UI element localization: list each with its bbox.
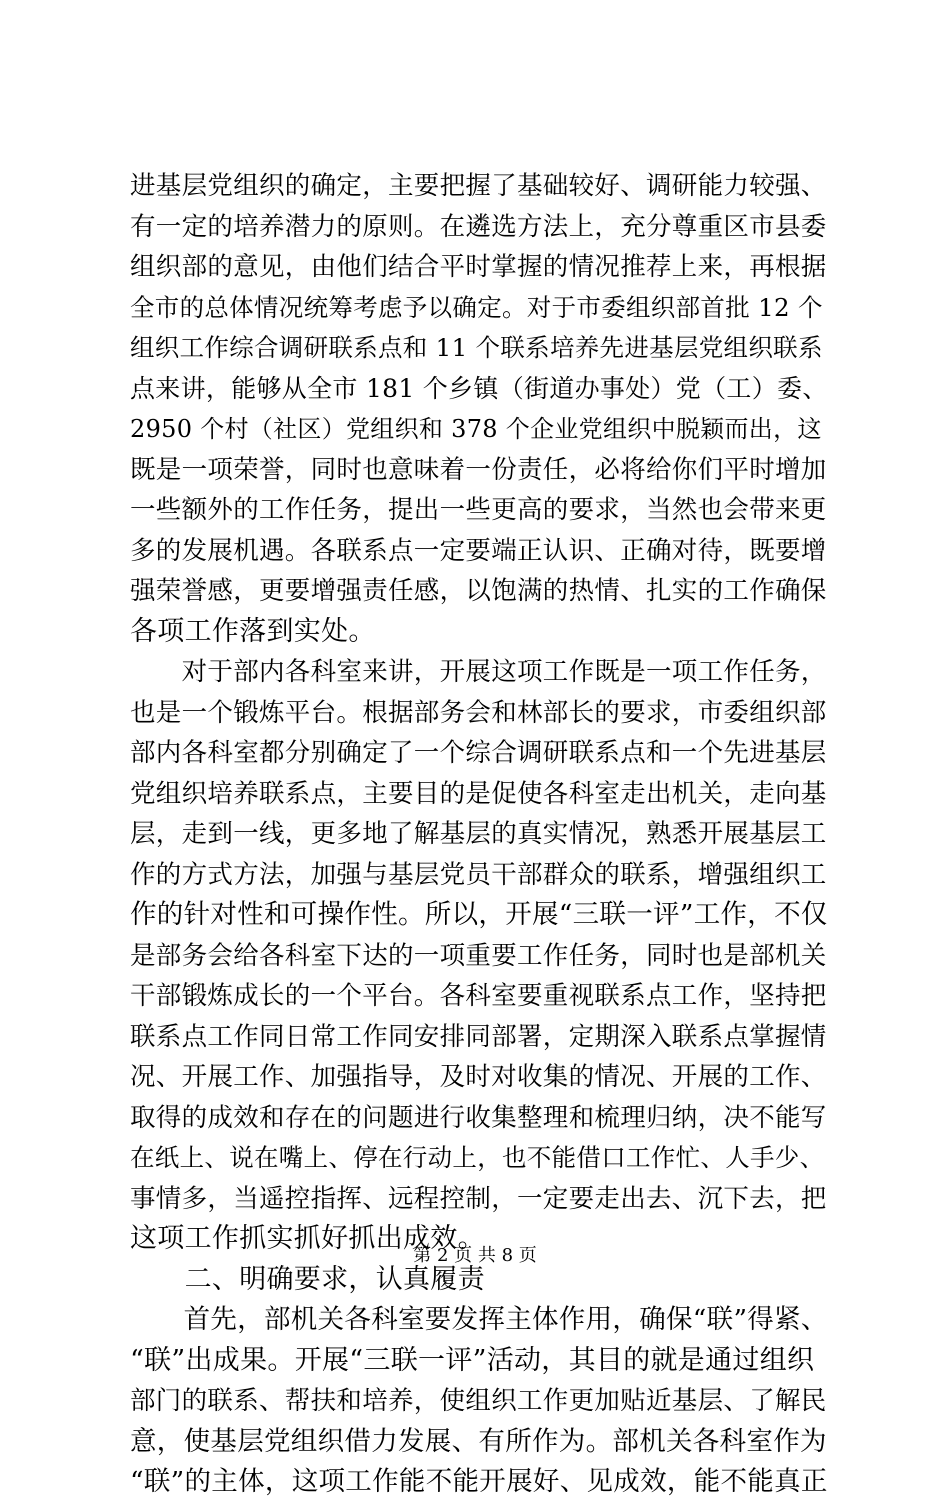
text-line: 作的针对性和可操作性。所以，开展“三联一评”工作，不仅 <box>130 899 828 930</box>
text-line: 党组织培养联系点，主要目的是促使各科室走出机关，走向基 <box>130 778 827 809</box>
text-line: 2950 个村（社区）党组织和 378 个企业党组织中脱颖而出，这 <box>130 415 822 443</box>
text-line: 部门的联系、帮扶和培养，使组织工作更加贴近基层、了解民 <box>130 1386 827 1416</box>
text-line: 组织工作综合调研联系点和 11 个联系培养先进基层党组织联系 <box>130 333 823 362</box>
text-line: 既是一项荣誉，同时也意味着一份责任，必将给你们平时增加 <box>130 454 827 485</box>
text-line: 对于部内各科室来讲，开展这项工作既是一项工作任务， <box>130 657 827 687</box>
text-line: 点来讲，能够从全市 181 个乡镇（街道办事处）党（工）委、 <box>130 373 828 403</box>
text-line: 联系点工作同日常工作同安排同部署，定期深入联系点掌握情 <box>130 1021 827 1052</box>
text-line: 这项工作抓实抓好抓出成效。 <box>130 1223 485 1254</box>
text-line: 强荣誉感，更要增强责任感，以饱满的热情、扎实的工作确保 <box>130 576 827 606</box>
text-line: 取得的成效和存在的问题进行收集整理和梳理归纳，决不能写 <box>130 1102 827 1133</box>
text-line: 在纸上、说在嘴上、停在行动上，也不能借口工作忙、人手少、 <box>130 1143 825 1172</box>
text-line: 作的方式方法，加强与基层党员干部群众的联系，增强组织工 <box>130 859 827 890</box>
text-line: 是部务会给各科室下达的一项重要工作任务，同时也是部机关 <box>130 940 827 971</box>
text-line: 部内各科室都分别确定了一个综合调研联系点和一个先进基层 <box>130 738 827 768</box>
text-line: 多的发展机遇。各联系点一定要端正认识、正确对待，既要增 <box>130 535 827 566</box>
text-line: 各项工作落到实处。 <box>130 615 376 647</box>
text-line: 一些额外的工作任务，提出一些更高的要求，当然也会带来更 <box>130 495 827 525</box>
text-line: 事情多，当遥控指挥、远程控制，一定要走出去、沉下去，把 <box>130 1183 827 1214</box>
body-text <box>130 166 830 1503</box>
text-line: 干部锻炼成长的一个平台。各科室要重视联系点工作，坚持把 <box>130 981 827 1011</box>
text-line: “联”出成果。开展“三联一评”活动，其目的就是通过组织 <box>130 1344 815 1376</box>
text-line: 也是一个锻炼平台。根据部务会和林部长的要求，市委组织部 <box>130 697 827 728</box>
text-line: 意，使基层党组织借力发展、有所作为。部机关各科室作为 <box>130 1425 827 1457</box>
text-line: 全市的总体情况统筹考虑予以确定。对于市委组织部首批 12 个 <box>130 292 823 322</box>
text-line: “联”的主体，这项工作能不能开展好、见成效，能不能真正 <box>130 1466 828 1497</box>
text-line: 组织部的意见，由他们结合平时掌握的情况推荐上来，再根据 <box>130 252 827 282</box>
text-line: 层，走到一线，更多地了解基层的真实情况，熟悉开展基层工 <box>130 819 827 849</box>
text-line: 有一定的培养潜力的原则。在遴选方法上，充分尊重区市县委 <box>130 211 827 242</box>
text-line: 二、明确要求，认真履责 <box>130 1263 485 1295</box>
text-line: 进基层党组织的确定，主要把握了基础较好、调研能力较强、 <box>130 171 827 201</box>
page-footer: 第 2 页 共 8 页 <box>413 1245 537 1266</box>
text-line: 首先，部机关各科室要发挥主体作用，确保“联”得紧、 <box>130 1304 828 1335</box>
text-line: 况、开展工作、加强指导，及时对收集的情况、开展的工作、 <box>130 1062 827 1092</box>
